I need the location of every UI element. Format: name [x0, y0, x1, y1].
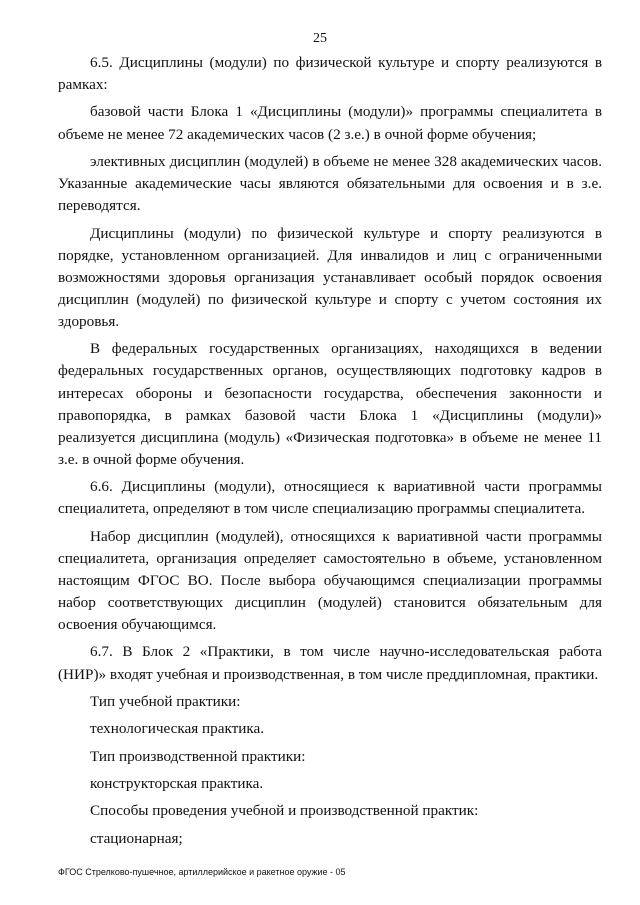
paragraph-6-6: 6.6. Дисциплины (модули), относящиеся к вариативной части программы специалитета, определяют в том числе специализацию программы специалитета. — [58, 478, 602, 518]
body-text — [58, 52, 602, 855]
paragraph-6-5: 6.5. Дисциплины (модули) по физической культуре и спорту реализуются в рамках: — [58, 54, 602, 94]
page-footer: ФГОС Стрелково-пушечное, артиллерийское и ракетное оружие - 05 — [58, 867, 346, 877]
paragraph-base-part: базовой части Блока 1 «Дисциплины (модули)» программы специалитета в объеме не менее 72 академических часов (2 з.е.) в очной форме обучения; — [58, 103, 602, 143]
paragraph-technological-practice: технологическая практика. — [90, 720, 265, 738]
paragraph-design-practice: конструкторская практика. — [90, 775, 264, 793]
paragraph-study-practice-type: Тип учебной практики: — [90, 692, 241, 710]
paragraph-stationary: стационарная; — [90, 829, 183, 847]
paragraph-production-practice-type: Тип производственной практики: — [90, 747, 306, 765]
paragraph-practice-methods: Способы проведения учебной и производственной практик: — [90, 802, 479, 820]
page-number: 25 — [313, 31, 327, 46]
paragraph-federal-orgs: В федеральных государственных организациях, находящихся в ведении федеральных государственных органов, осуществляющих подготовку кадров в интересах обороны и безопасности государства, обеспечения законности и правопорядка, в рамках базовой части Блока 1 «Дисциплины (модули)» реализуется дисциплина (модуль) «Физическая подготовка» в объеме не менее 11 з.е. в очной форме обучения. — [58, 340, 602, 468]
paragraph-variative-set: Набор дисциплин (модулей), относящихся к вариативной части программы специалитета, организация определяет самостоятельно в объеме, установленном настоящим ФГОС ВО. После выбора обучающимся специализации программы набор соответствующих дисциплин (модулей) становится обязательным для освоения обучающимся. — [58, 527, 602, 634]
paragraph-order: Дисциплины (модули) по физической культуре и спорту реализуются в порядке, установленном организацией. Для инвалидов и лиц с ограниченными возможностями здоровья организация устанавливает особый порядок освоения дисциплин (модулей) по физической культуре и спорту с учетом состояния их здоровья. — [58, 224, 602, 330]
paragraph-6-7: 6.7. В Блок 2 «Практики, в том числе научно-исследовательская работа (НИР)» входят учебная и производственная, в том числе преддипломная, практики. — [58, 643, 602, 683]
paragraph-elective: элективных дисциплин (модулей) в объеме не менее 328 академических часов. Указанные академические часы являются обязательными для освоения и в з.е. переводятся. — [58, 152, 602, 215]
